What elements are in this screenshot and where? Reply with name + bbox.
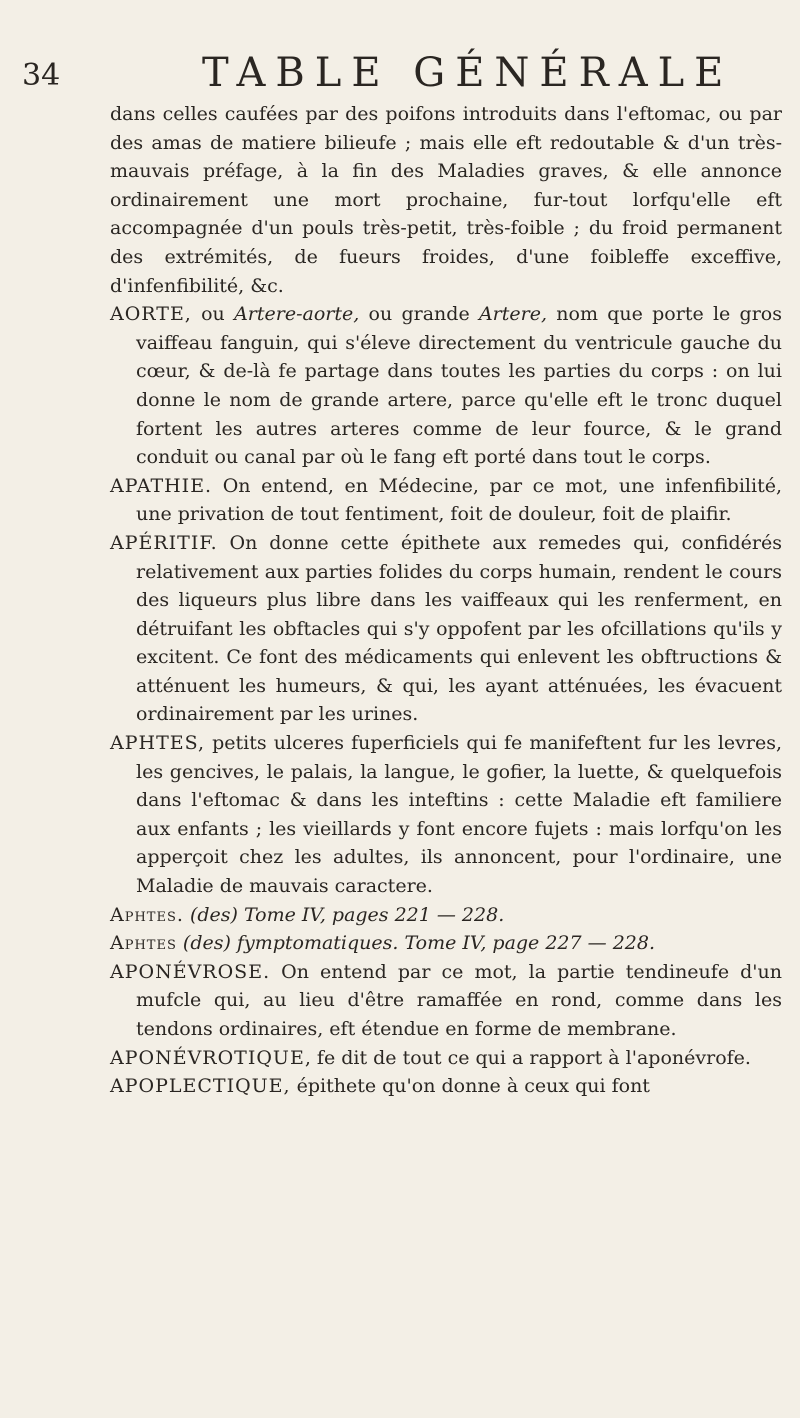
entry-text: nom que porte le gros vaiffeau fanguin, qui s'éleve directement du ventricule gauche du cœur, & de-là fe partage dans toutes les parties du corps : on lui donne le nom de grande artere, parce qu'elle eft le tronc duquel fortent les autres arteres comme de leur fource, & le grand conduit ou canal par où le fang eft porté dans tout le corps. — [136, 303, 782, 469]
entry-headword: APÉRITIF. — [110, 531, 218, 554]
running-title: TABLE GÉNÉRALE — [202, 50, 734, 96]
page-header — [22, 40, 782, 100]
entry-headword: APATHIE. — [110, 474, 213, 497]
reference-headword: Aphtes. — [110, 903, 184, 926]
reference-text: (des) fymptomatiques. Tome IV, page 227 — 228. — [176, 932, 655, 955]
entry-aorte — [110, 300, 782, 472]
reference-headword: Aphtes — [110, 932, 177, 955]
entry-text: , fe dit de tout ce qui a rapport à l'aponévrofe. — [304, 1046, 751, 1069]
entry-headword: APHTES, — [110, 732, 205, 755]
entry-continuation — [110, 100, 782, 300]
entry-text: ou — [191, 303, 235, 326]
entry-headword: AORTE, — [110, 303, 192, 326]
entry-text: petits ulceres fuperficiels qui fe manifeftent fur les levres, les gencives, le palais, la langue, le gofier, la luette, & quelquefois dans l'eftomac & dans les inteftins : cette Maladie eft familiere aux enfants ; les vieillards y font encore fujets : mais lorfqu'on les apperçoit chez les adultes, ils annoncent, pour l'ordinaire, une Maladie de mauvais caractere. — [136, 732, 782, 898]
reference-text: (des) Tome IV, pages 221 — 228. — [183, 903, 505, 926]
entry-text: dans celles caufées par des poifons introduits dans l'eftomac, ou par des amas de matiere bilieufe ; mais elle eft redoutable & d'un très-mauvais préfage, à la fin des Maladies graves, & elle annonce ordinairement une mort prochaine, fur-tout lorfqu'elle eft accompagnée d'un pouls très-petit, très-foible ; du froid permanent des extrémités, de fueurs froides, d'une foibleffe exceffive, d'infenfibilité, &c. — [110, 103, 782, 297]
entry-italic: Artere-aorte, — [234, 303, 360, 326]
cross-reference — [110, 929, 782, 958]
dictionary-body — [110, 100, 782, 1101]
entry-text: On entend, en Médecine, par ce mot, une infenfibilité, une privation de tout fentiment, foit de douleur, foit de plaifir. — [136, 474, 782, 526]
entry-headword: APONÉVROTIQUE — [110, 1046, 305, 1069]
entry-aponevrose — [110, 958, 782, 1044]
entry-headword: APONÉVROSE. — [110, 960, 271, 983]
entry-apathie — [110, 472, 782, 529]
entry-text: On donne cette épithete aux remedes qui, confidérés relativement aux parties folides du corps humain, rendent le cours des liqueurs plus libre dans les vaiffeaux qui les renferment, en détruifant les obftacles qui s'y oppofent par les ofcillations qu'ils y excitent. Ce font des médicaments qui enlevent les obftructions & atténuent les humeurs, & qui, les ayant atténuées, les évacuent ordinairement par les urines. — [136, 531, 782, 726]
entry-apoplectique — [110, 1072, 782, 1101]
cross-reference — [110, 901, 782, 930]
entry-aponevrotique — [110, 1044, 782, 1073]
entry-text: épithete qu'on donne à ceux qui font — [290, 1075, 650, 1098]
entry-text: On entend par ce mot, la partie tendineufe d'un mufcle qui, au lieu d'être ramaffée en rond, comme dans les tendons ordinaires, eft étendue en forme de membrane. — [136, 960, 782, 1040]
entry-headword: APOPLECTIQUE, — [110, 1075, 291, 1098]
entry-text: ou grande — [359, 303, 479, 326]
entry-aphtes — [110, 729, 782, 901]
entry-aperitif — [110, 529, 782, 729]
entry-italic: Artere, — [478, 303, 548, 326]
page-number: 34 — [22, 58, 61, 93]
